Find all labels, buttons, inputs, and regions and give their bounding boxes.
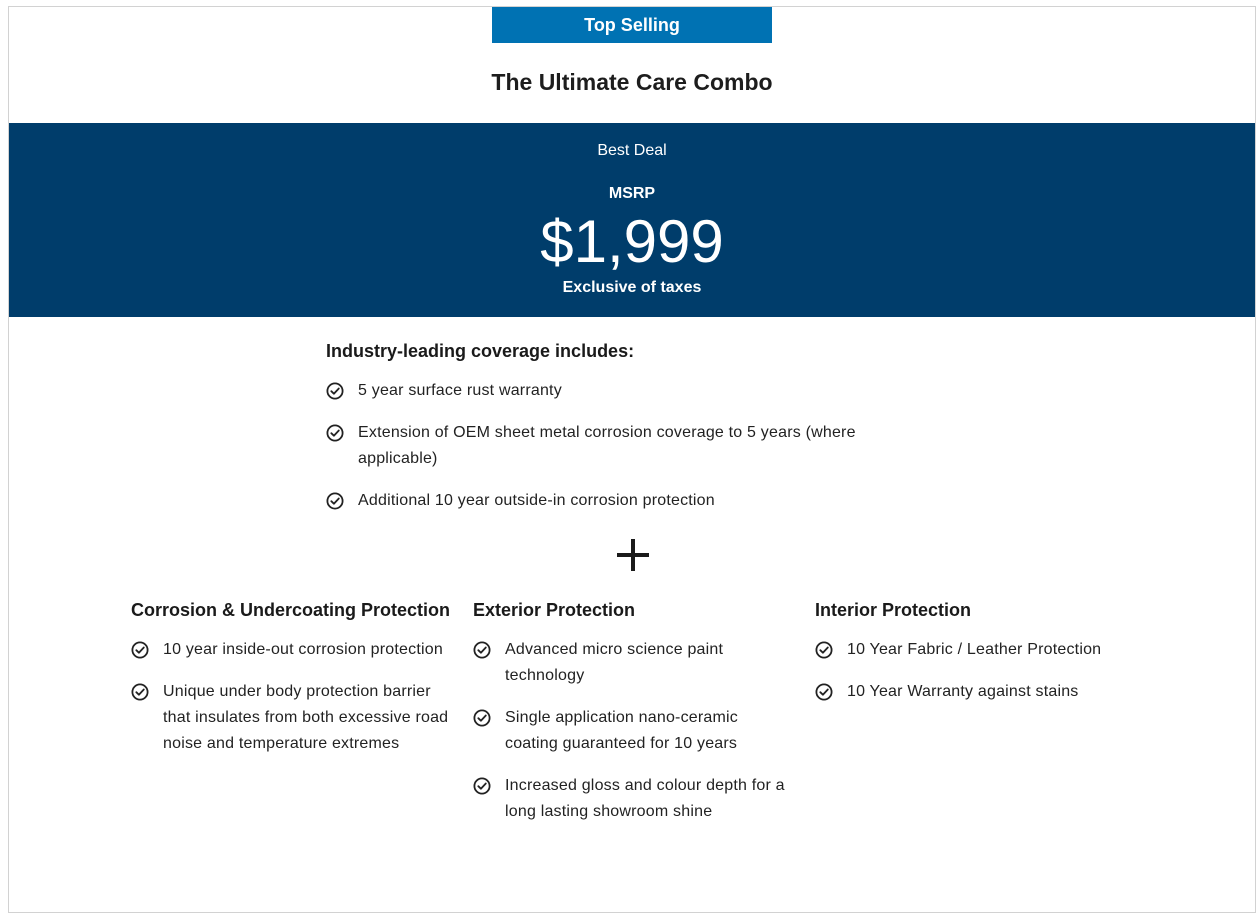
feature-item xyxy=(473,773,793,825)
feature-item xyxy=(473,705,793,757)
feature-item-text: 10 Year Fabric / Leather Protection xyxy=(847,641,1102,658)
coverage-section xyxy=(326,341,906,530)
feature-item-text: Increased gloss and colour depth for a long lasting showroom shine xyxy=(505,777,785,820)
price-value: $1,999 xyxy=(540,208,724,275)
coverage-list xyxy=(326,378,906,514)
plus-icon xyxy=(609,535,657,575)
column-heading: Exterior Protection xyxy=(473,600,636,620)
check-circle-icon xyxy=(326,492,344,510)
feature-item-text: Unique under body protection barrier that insulates from both excessive road noise and temperature extremes xyxy=(163,683,449,752)
check-circle-icon xyxy=(131,641,149,659)
coverage-item xyxy=(326,378,906,404)
coverage-item-text: Additional 10 year outside-in corrosion protection xyxy=(358,492,715,509)
product-card xyxy=(8,6,1256,913)
corrosion-column xyxy=(131,599,451,773)
price-banner xyxy=(9,123,1255,317)
feature-item-text: Single application nano-ceramic coating guaranteed for 10 years xyxy=(505,709,738,752)
feature-item xyxy=(473,637,793,689)
feature-item-text: Advanced micro science paint technology xyxy=(505,641,724,684)
interior-list xyxy=(815,637,1135,705)
msrp-label: MSRP xyxy=(608,185,656,202)
check-circle-icon xyxy=(473,709,491,727)
check-circle-icon xyxy=(326,382,344,400)
feature-item xyxy=(815,637,1135,663)
column-heading: Corrosion & Undercoating Protection xyxy=(131,600,451,620)
coverage-item-text: 5 year surface rust warranty xyxy=(358,382,562,399)
product-title: The Ultimate Care Combo xyxy=(491,69,773,95)
feature-item xyxy=(131,637,451,663)
check-circle-icon xyxy=(326,424,344,442)
feature-item xyxy=(815,679,1135,705)
check-circle-icon xyxy=(131,683,149,701)
feature-item xyxy=(131,679,451,757)
feature-item-text: 10 Year Warranty against stains xyxy=(847,683,1079,700)
exterior-list xyxy=(473,637,793,825)
coverage-item xyxy=(326,420,906,472)
coverage-item xyxy=(326,488,906,514)
coverage-heading: Industry-leading coverage includes: xyxy=(326,341,635,361)
exterior-column xyxy=(473,599,793,841)
coverage-item-text: Extension of OEM sheet metal corrosion coverage to 5 years (where applicable) xyxy=(358,424,856,467)
column-heading: Interior Protection xyxy=(815,600,972,620)
corrosion-list xyxy=(131,637,451,757)
deal-label: Best Deal xyxy=(597,142,667,159)
check-circle-icon xyxy=(815,641,833,659)
tax-note: Exclusive of taxes xyxy=(562,279,702,296)
check-circle-icon xyxy=(473,777,491,795)
feature-item-text: 10 year inside-out corrosion protection xyxy=(163,641,443,658)
interior-column xyxy=(815,599,1135,721)
check-circle-icon xyxy=(815,683,833,701)
badge-label: Top Selling xyxy=(584,14,680,35)
top-selling-badge xyxy=(492,7,772,43)
check-circle-icon xyxy=(473,641,491,659)
